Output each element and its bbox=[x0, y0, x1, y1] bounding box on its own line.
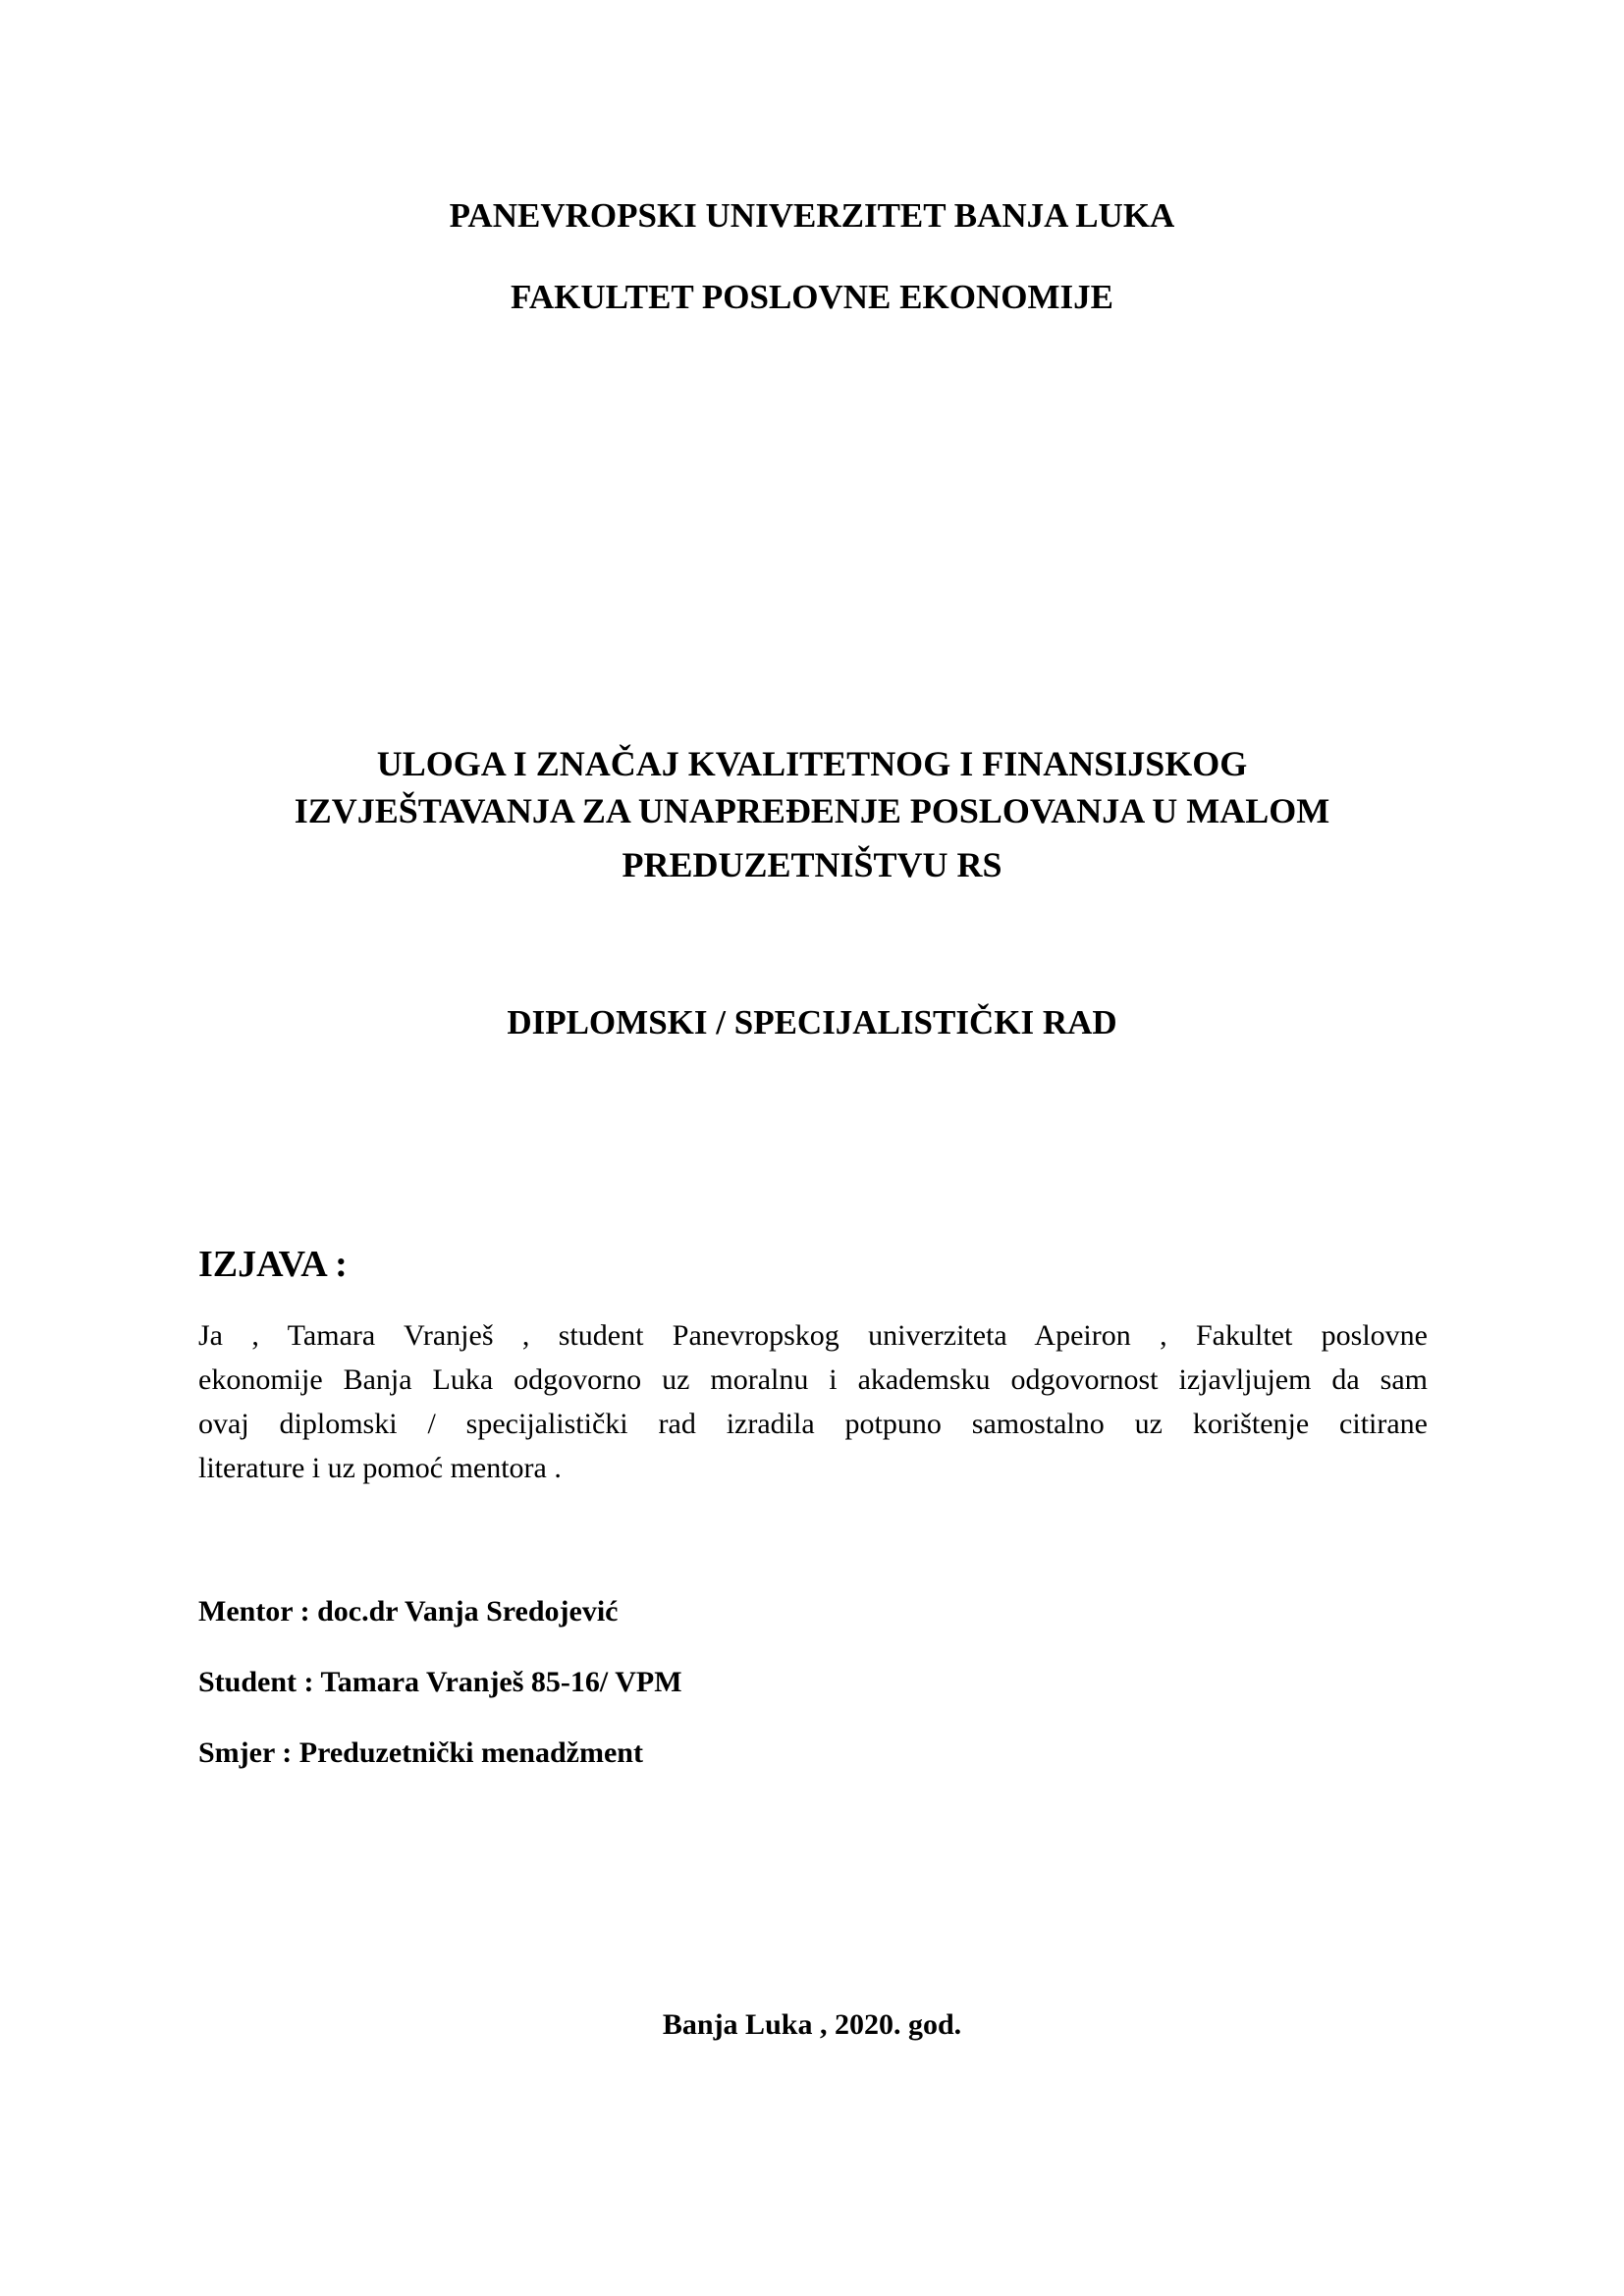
statement-paragraph bbox=[198, 1313, 1428, 1490]
thesis-title-line-2: IZVJEŠTAVANJA ZA UNAPREĐENJE POSLOVANJA U MALOM bbox=[294, 791, 1330, 830]
faculty-name: FAKULTET POSLOVNE EKONOMIJE bbox=[511, 278, 1113, 316]
statement-line: ovaj diplomski / specijalistički rad izradila potpuno samostalno uz korištenje citirane bbox=[198, 1408, 1428, 1440]
thesis-title-line-1: ULOGA I ZNAČAJ KVALITETNOG I FINANSIJSKOG bbox=[376, 744, 1248, 783]
statement-heading: IZJAVA : bbox=[198, 1244, 348, 1285]
statement-line: Ja , Tamara Vranješ , student Panevropskog univerziteta Apeiron , Fakultet poslovne bbox=[198, 1319, 1428, 1352]
place-and-date: Banja Luka , 2020. god. bbox=[662, 2008, 962, 2041]
statement-line: literature i uz pomoć mentora . bbox=[198, 1452, 562, 1484]
statement-line: ekonomije Banja Luka odgovorno uz moralnu i akademsku odgovornost izjavljujem da sam bbox=[198, 1363, 1428, 1396]
mentor-field: Mentor : doc.dr Vanja Sredojević bbox=[198, 1595, 619, 1628]
thesis-title-line-3: PREDUZETNIŠTVU RS bbox=[622, 845, 1002, 884]
study-track-field: Smjer : Preduzetnički menadžment bbox=[198, 1736, 643, 1769]
student-field: Student : Tamara Vranješ 85-16/ VPM bbox=[198, 1666, 682, 1698]
work-type: DIPLOMSKI / SPECIJALISTIČKI RAD bbox=[507, 1003, 1117, 1041]
university-name: PANEVROPSKI UNIVERZITET BANJA LUKA bbox=[449, 196, 1175, 235]
